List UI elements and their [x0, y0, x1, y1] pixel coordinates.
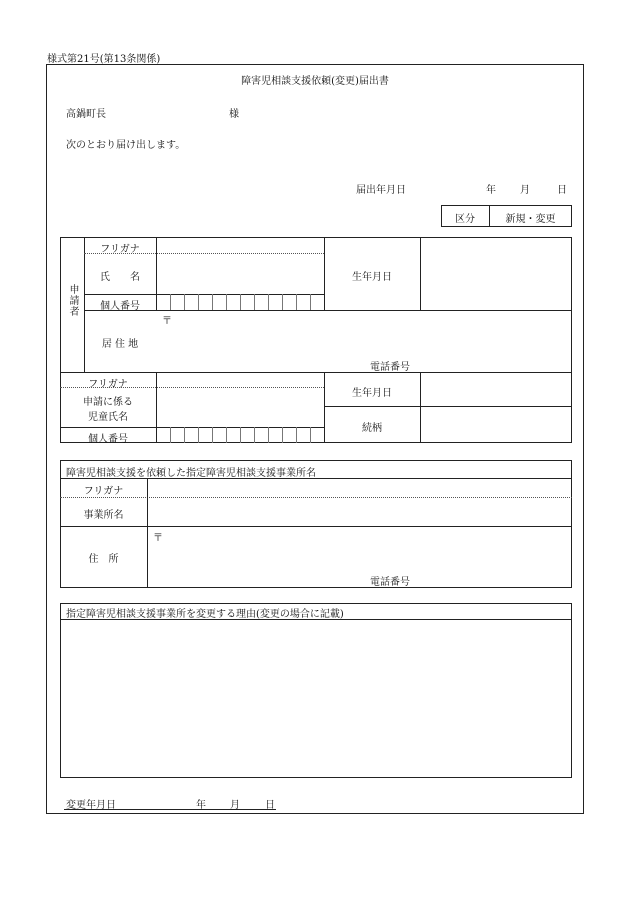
form-number: 様式第21号(第13条関係)	[47, 54, 161, 65]
addressee: 高鍋町長	[66, 109, 106, 120]
office-header: 障害児相談支援を依頼した指定障害児相談支援事業所名	[66, 468, 316, 479]
category-value: 新規・変更	[505, 214, 556, 225]
reason-header: 指定障害児相談支援事業所を変更する理由(変更の場合に記載)	[66, 609, 344, 620]
filing-date-year: 年	[486, 185, 496, 196]
applicant-postal-mark: 〒	[162, 316, 172, 327]
filing-date-day: 日	[557, 185, 567, 196]
applicant-furigana-label: フリガナ	[100, 244, 140, 255]
office-furigana-label: フリガナ	[83, 486, 124, 497]
office-table	[60, 460, 572, 588]
filing-date-label: 届出年月日	[356, 185, 406, 196]
applicant-birth-label: 生年月日	[352, 272, 392, 283]
applicant-name-label: 氏 名	[100, 272, 140, 283]
change-date-label: 変更年月日	[66, 800, 116, 811]
office-name-label: 事業所名	[83, 510, 124, 521]
honorific: 様	[229, 109, 239, 120]
form-title: 障害児相談支援依頼(変更)届出書	[241, 76, 389, 87]
applicant-personal-number-label: 個人番号	[100, 301, 140, 312]
intro-text: 次のとおり届け出します。	[66, 140, 186, 151]
child-name-label-2: 児童氏名	[88, 412, 128, 423]
child-furigana-label: フリガナ	[88, 379, 128, 390]
applicant-address-label: 居 住 地	[101, 339, 139, 350]
change-date-month: 月	[230, 800, 240, 811]
change-date-underline	[64, 809, 276, 810]
change-date-day: 日	[265, 800, 275, 811]
office-postal-mark: 〒	[153, 533, 163, 544]
applicant-section-label: 申請者	[67, 284, 78, 317]
reason-box	[60, 603, 572, 778]
child-personal-number-label: 個人番号	[88, 434, 128, 445]
child-name-label-1: 申請に係る	[83, 397, 133, 408]
child-relation-label: 続柄	[362, 423, 382, 434]
filing-date-month: 月	[520, 185, 530, 196]
category-label: 区分	[455, 214, 475, 225]
applicant-phone-label: 電話番号	[370, 362, 410, 373]
child-birth-label: 生年月日	[352, 388, 392, 399]
office-phone-label: 電話番号	[370, 577, 410, 588]
office-address-label: 住 所	[88, 554, 119, 565]
change-date-year: 年	[196, 800, 206, 811]
